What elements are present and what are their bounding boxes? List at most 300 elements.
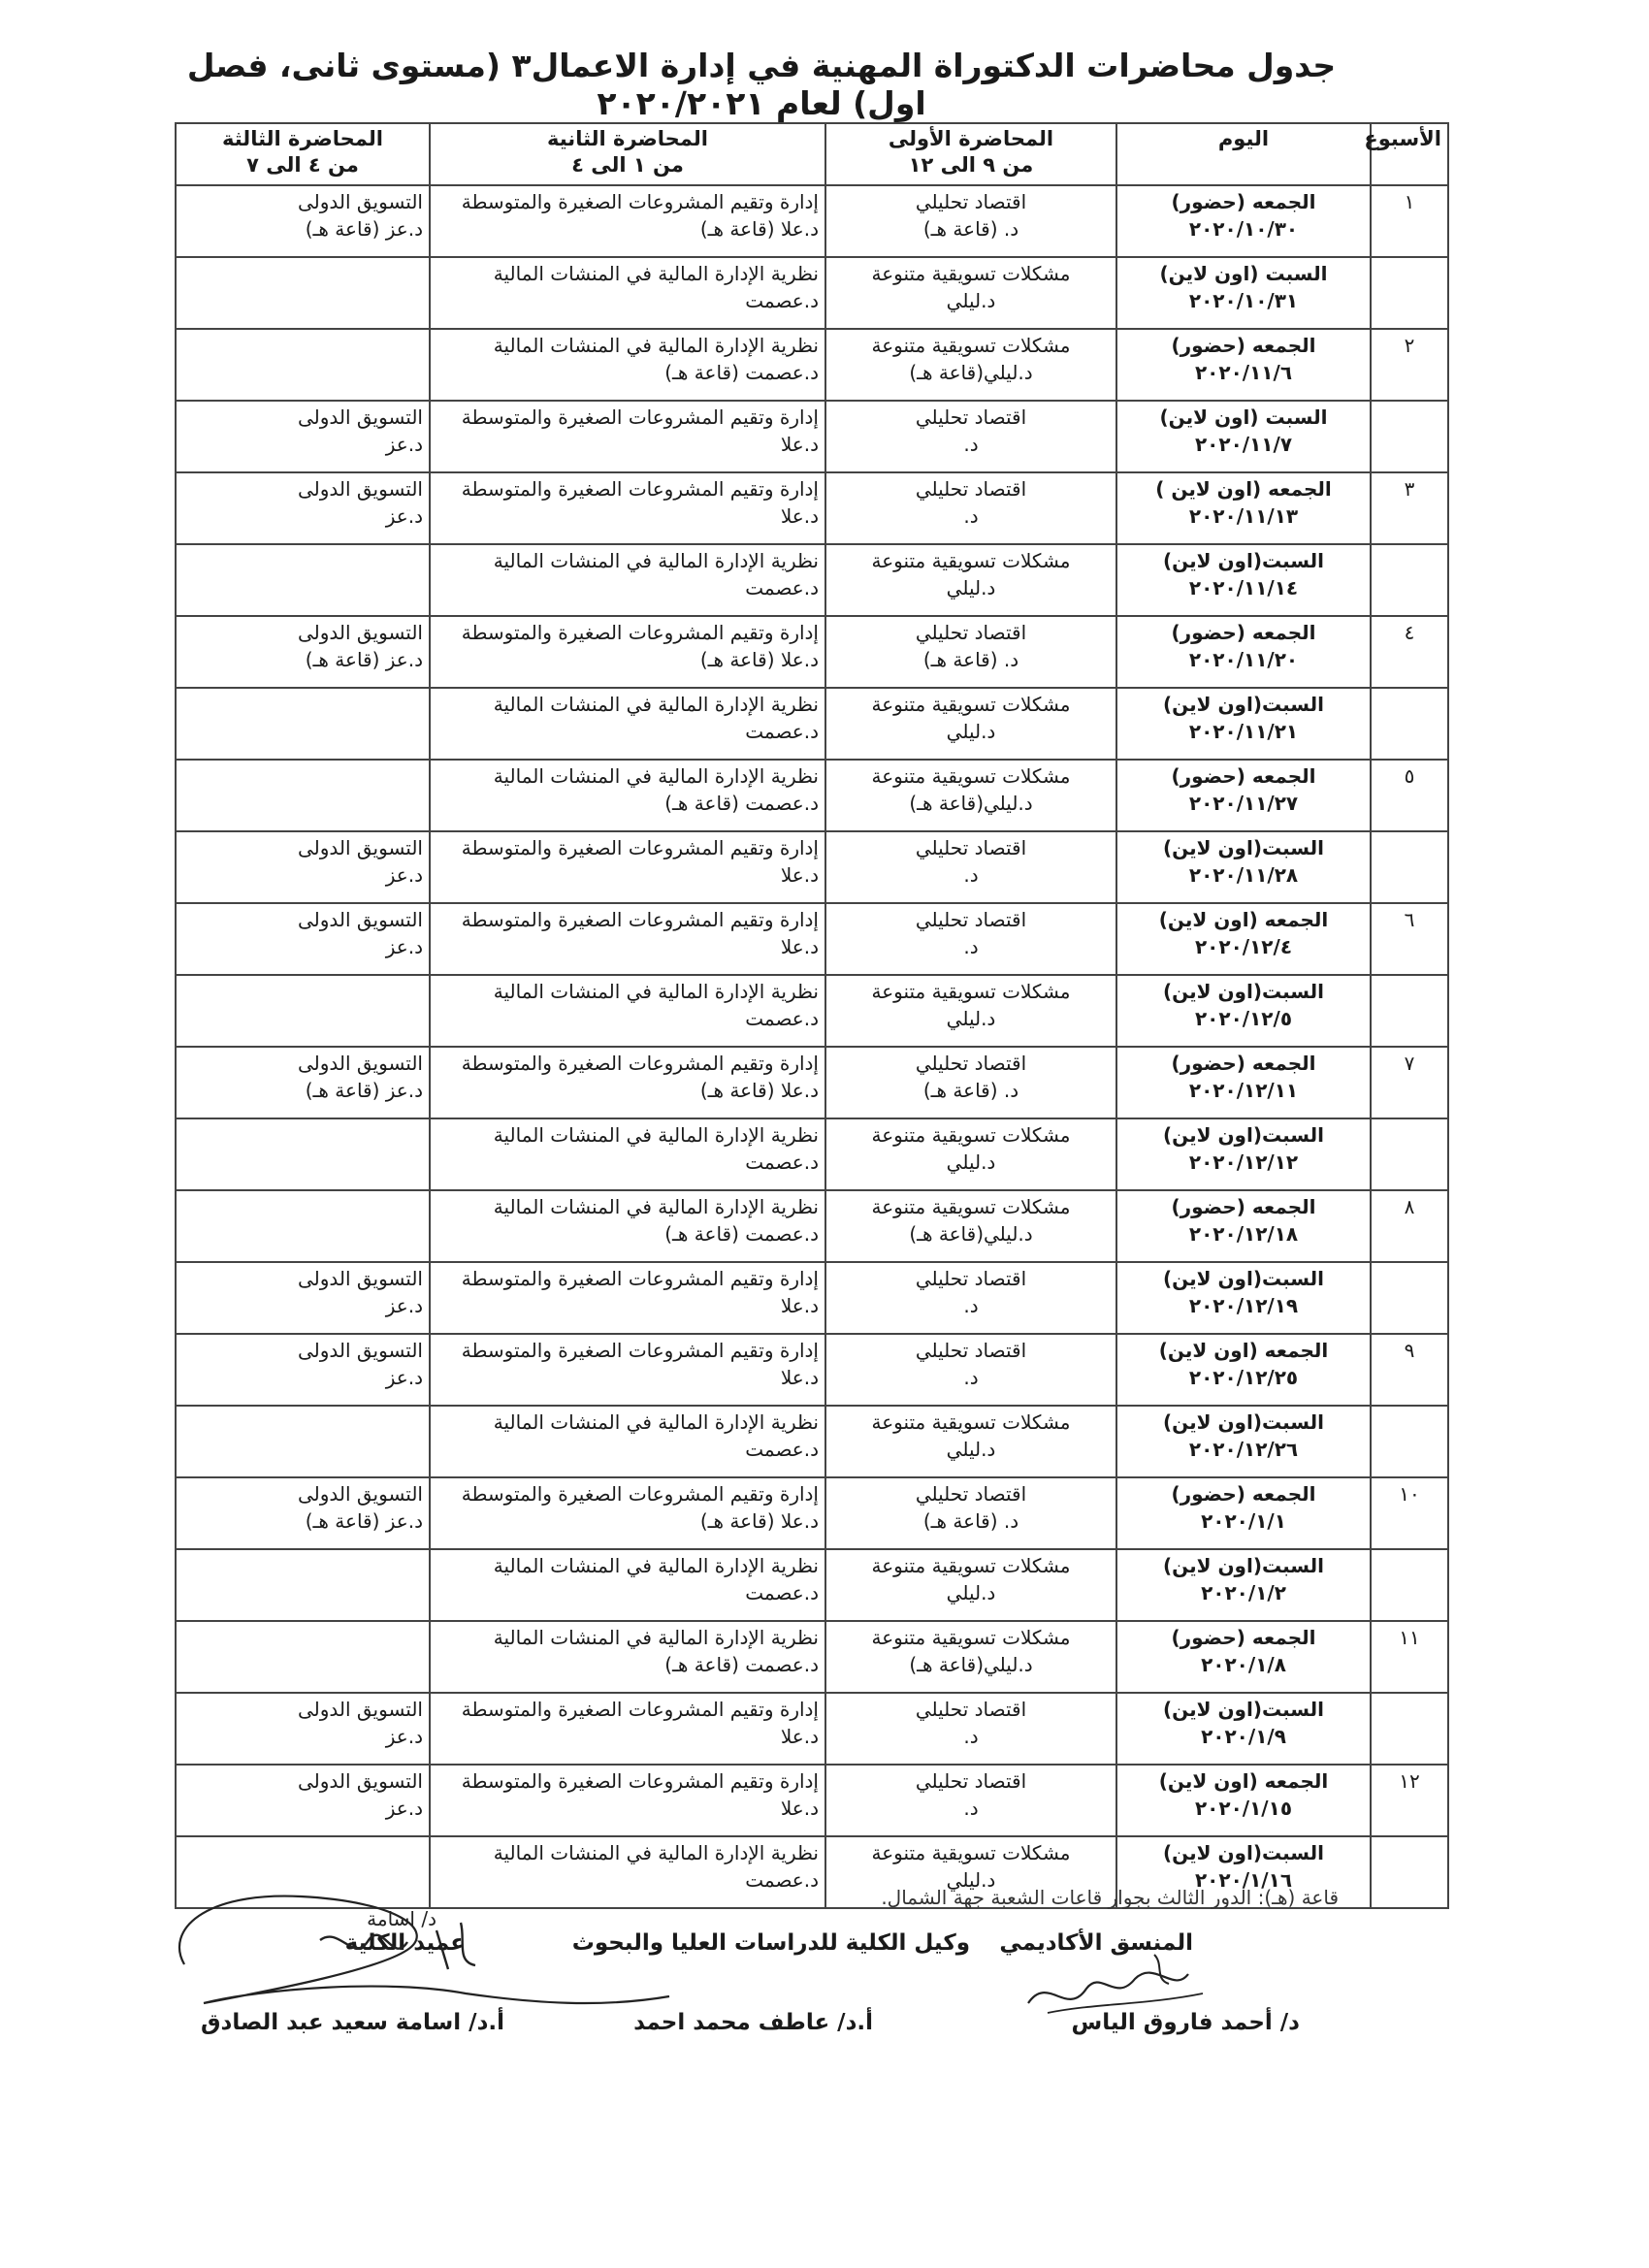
lecture2-l2b-text: د.علا [780, 1294, 819, 1317]
day-cell [1116, 257, 1371, 329]
day-day-text: الجمعه (حضور) [1171, 621, 1316, 644]
lecture3-cell [176, 257, 430, 329]
day-cell [1116, 1334, 1371, 1406]
day-cell [1116, 1118, 1371, 1190]
lecture1-l1a-text: مشكلات تسويقية متنوعة [871, 980, 1071, 1003]
lecture2-l2a-text: نظرية الإدارة المالية في المنشات المالية [493, 693, 819, 716]
lecture1-cell [825, 472, 1116, 544]
lecture1-l1a-text: اقتصاد تحليلي [915, 836, 1027, 859]
lecture3-cell [176, 688, 430, 760]
lecture2-l2b-text: د.علا [780, 1725, 819, 1748]
day-day-text: السبت(اون لاين) [1162, 1267, 1325, 1290]
week-cell [1371, 1118, 1448, 1190]
lecture1-l1a-text: مشكلات تسويقية متنوعة [871, 764, 1071, 788]
lecture2-l2a-text: إدارة وتقيم المشروعات الصغيرة والمتوسطة [461, 908, 819, 931]
day-cell [1116, 1693, 1371, 1765]
lecture2-l2a-text: إدارة وتقيم المشروعات الصغيرة والمتوسطة [461, 621, 819, 644]
lecture2-cell [430, 1047, 825, 1118]
day-day-text: السبت(اون لاين) [1162, 1410, 1325, 1434]
lecture2-l2b-text: د.علا [780, 504, 819, 528]
lecture1-l1a-text: مشكلات تسويقية متنوعة [871, 1554, 1071, 1577]
day-date-text: ٢٠٢٠/١٠/٣١ [1188, 289, 1299, 312]
lecture3-cell [176, 1549, 430, 1621]
day-date-text: ٢٠٢٠/١٢/١١ [1188, 1079, 1299, 1102]
lecture1-l1b-text: د. (قاعة هـ) [922, 217, 1019, 241]
lecture2-l2a-text: إدارة وتقيم المشروعات الصغيرة والمتوسطة [461, 1769, 819, 1793]
week-week-text: ٢ [1404, 334, 1415, 357]
lecture3-l3b-text: د.عز [385, 433, 423, 456]
day-day-text: الجمعه (حضور) [1171, 764, 1316, 788]
day-date-text: ٢٠٢٠/١١/٢٠ [1188, 648, 1299, 671]
day-day-text: السبت(اون لاين) [1162, 549, 1325, 572]
lecture1-l1b-text: د. [963, 1725, 979, 1748]
lecture3-cell [176, 1621, 430, 1693]
day-cell [1116, 1406, 1371, 1477]
lecture3-l3a-text: التسويق الدولى [297, 1267, 423, 1290]
lecture2-l2a-text: نظرية الإدارة المالية في المنشات المالية [493, 334, 819, 357]
lecture3-cell [176, 1765, 430, 1836]
day-day-text: الجمعه (حضور) [1171, 1052, 1316, 1075]
day-cell [1116, 1549, 1371, 1621]
day-day-text: الجمعه (اون لاين) [1158, 908, 1329, 931]
lecture1-cell [825, 1693, 1116, 1765]
lecture1-l1b-text: د.ليلي(قاعة هـ) [909, 792, 1033, 815]
week-cell [1371, 1693, 1448, 1765]
lecture1-l1a-text: مشكلات تسويقية متنوعة [871, 334, 1071, 357]
lecture1-l1b-text: د.ليلي(قاعة هـ) [909, 1653, 1033, 1676]
day-cell [1116, 329, 1371, 401]
week-week-text: ٨ [1404, 1195, 1415, 1218]
week-week-text: ٧ [1404, 1052, 1415, 1075]
lecture2-l2b-text: د.عصمت [745, 1150, 819, 1174]
lecture1-l1a-text: اقتصاد تحليلي [915, 621, 1027, 644]
lecture1-l1b-text: د.ليلي [946, 576, 996, 599]
dean-signature [146, 1872, 689, 2037]
day-date-text: ٢٠٢٠/١٢/٤ [1194, 935, 1293, 958]
day-date-text: ٢٠٢٠/١/١ [1201, 1509, 1286, 1533]
header-lecture2: المحاضرة الثانية من ١ الى ٤ [430, 123, 825, 185]
day-date-text: ٢٠٢٠/١١/١٣ [1188, 504, 1299, 528]
lecture3-l3a-text: التسويق الدولى [297, 621, 423, 644]
lecture2-cell [430, 1334, 825, 1406]
lecture2-cell [430, 1262, 825, 1334]
week-cell [1371, 401, 1448, 472]
table-row [176, 1118, 1448, 1190]
day-date-text: ٢٠٢٠/١١/٢٨ [1188, 863, 1299, 887]
lecture1-l1a-text: اقتصاد تحليلي [915, 1769, 1027, 1793]
lecture1-l1a-text: اقتصاد تحليلي [915, 908, 1027, 931]
lecture3-l3b-text: د.عز (قاعة هـ) [305, 217, 423, 241]
week-week-text: ١٢ [1399, 1769, 1420, 1793]
lecture3-cell [176, 1190, 430, 1262]
lecture3-l3b-text: د.عز (قاعة هـ) [305, 1509, 423, 1533]
lecture1-cell [825, 257, 1116, 329]
lecture2-cell [430, 544, 825, 616]
lecture2-l2a-text: نظرية الإدارة المالية في المنشات المالية [493, 980, 819, 1003]
day-cell [1116, 544, 1371, 616]
day-cell [1116, 903, 1371, 975]
lecture1-cell [825, 1047, 1116, 1118]
lecture1-l1b-text: د.ليلي [946, 1438, 996, 1461]
lecture1-cell [825, 1118, 1116, 1190]
week-week-text: ١ [1404, 190, 1415, 213]
lecture1-l1b-text: د.ليلي [946, 1150, 996, 1174]
lecture3-l3b-text: د.عز [385, 863, 423, 887]
week-cell [1371, 257, 1448, 329]
lecture2-cell [430, 257, 825, 329]
lecture3-cell [176, 975, 430, 1047]
header-day: اليوم [1116, 123, 1371, 185]
lecture1-l1a-text: اقتصاد تحليلي [915, 1267, 1027, 1290]
lecture2-cell [430, 1693, 825, 1765]
vice-dean-name: أ.د/ عاطف محمد احمد [633, 2010, 873, 2035]
day-cell [1116, 760, 1371, 831]
lecture2-l2a-text: إدارة وتقيم المشروعات الصغيرة والمتوسطة [461, 477, 819, 501]
lecture3-cell [176, 401, 430, 472]
lecture2-cell [430, 1549, 825, 1621]
day-cell [1116, 1477, 1371, 1549]
day-cell [1116, 1047, 1371, 1118]
week-cell [1371, 760, 1448, 831]
week-week-text: ٤ [1404, 621, 1415, 644]
lecture2-cell [430, 688, 825, 760]
lecture2-l2b-text: د.علا (قاعة هـ) [699, 648, 819, 671]
day-day-text: السبت (اون لاين) [1159, 405, 1328, 429]
lecture3-cell [176, 903, 430, 975]
lecture3-l3b-text: د.عز [385, 1725, 423, 1748]
lecture3-cell [176, 329, 430, 401]
page-title: جدول محاضرات الدكتوراة المهنية في إدارة الاعمال٣ (مستوى ثانى، فصل اول) لعام ٢٠٢٠/٢٠٢١ [186, 47, 1337, 122]
day-cell [1116, 1765, 1371, 1836]
header-week: الأسبوع [1371, 123, 1448, 185]
lecture1-l1b-text: د.ليلي [946, 1007, 996, 1030]
lecture1-cell [825, 616, 1116, 688]
lecture1-l1a-text: مشكلات تسويقية متنوعة [871, 1626, 1071, 1649]
day-day-text: السبت(اون لاين) [1162, 1554, 1325, 1577]
lecture2-l2a-text: إدارة وتقيم المشروعات الصغيرة والمتوسطة [461, 1698, 819, 1721]
table-row [176, 1190, 1448, 1262]
table-row [176, 903, 1448, 975]
week-cell [1371, 1836, 1448, 1908]
table-row [176, 688, 1448, 760]
lecture2-l2b-text: د.عصمت [745, 1438, 819, 1461]
week-week-text: ٦ [1404, 908, 1415, 931]
table-row [176, 1765, 1448, 1836]
lecture3-l3b-text: د.عز [385, 1294, 423, 1317]
lecture2-l2a-text: نظرية الإدارة المالية في المنشات المالية [493, 1626, 819, 1649]
lecture2-l2a-text: إدارة وتقيم المشروعات الصغيرة والمتوسطة [461, 1482, 819, 1506]
lecture1-cell [825, 544, 1116, 616]
week-cell [1371, 975, 1448, 1047]
lecture2-l2b-text: د.علا [780, 1366, 819, 1389]
lecture1-cell [825, 329, 1116, 401]
week-cell [1371, 1262, 1448, 1334]
week-cell [1371, 1477, 1448, 1549]
lecture2-cell [430, 472, 825, 544]
header-lecture1: المحاضرة الأولى من ٩ الى ١٢ [825, 123, 1116, 185]
lecture2-cell [430, 831, 825, 903]
lecture3-l3a-text: التسويق الدولى [297, 836, 423, 859]
day-cell [1116, 401, 1371, 472]
table-row [176, 1549, 1448, 1621]
lecture3-cell [176, 1047, 430, 1118]
lecture1-l1a-text: اقتصاد تحليلي [915, 405, 1027, 429]
day-day-text: السبت (اون لاين) [1159, 262, 1328, 285]
table-row [176, 1693, 1448, 1765]
lecture2-l2a-text: نظرية الإدارة المالية في المنشات المالية [493, 262, 819, 285]
day-day-text: الجمعه (حضور) [1171, 334, 1316, 357]
week-cell [1371, 1047, 1448, 1118]
lecture2-cell [430, 616, 825, 688]
lecture2-cell [430, 185, 825, 257]
lecture3-l3a-text: التسويق الدولى [297, 1482, 423, 1506]
lecture1-l1b-text: د. (قاعة هـ) [922, 1079, 1019, 1102]
week-cell [1371, 185, 1448, 257]
lecture2-cell [430, 1406, 825, 1477]
lecture2-cell [430, 760, 825, 831]
week-cell [1371, 544, 1448, 616]
week-cell [1371, 688, 1448, 760]
table-row [176, 257, 1448, 329]
lecture3-cell [176, 1262, 430, 1334]
lecture1-l1b-text: د. [963, 433, 979, 456]
lecture1-l1a-text: مشكلات تسويقية متنوعة [871, 1195, 1071, 1218]
coordinator-title: المنسق الأكاديمي [999, 1930, 1193, 1956]
lecture1-l1b-text: د.ليلي(قاعة هـ) [909, 361, 1033, 384]
lecture3-l3a-text: التسويق الدولى [297, 1769, 423, 1793]
day-day-text: الجمعه (حضور) [1171, 1626, 1316, 1649]
lecture2-l2a-text: نظرية الإدارة المالية في المنشات المالية [493, 1410, 819, 1434]
day-date-text: ٢٠٢٠/١٢/٢٦ [1188, 1438, 1299, 1461]
lecture1-l1a-text: مشكلات تسويقية متنوعة [871, 1841, 1071, 1864]
lecture2-cell [430, 1118, 825, 1190]
schedule-body [176, 185, 1448, 1908]
lecture3-l3a-text: التسويق الدولى [297, 190, 423, 213]
lecture2-cell [430, 1765, 825, 1836]
lecture2-cell [430, 975, 825, 1047]
lecture2-cell [430, 401, 825, 472]
day-cell [1116, 616, 1371, 688]
lecture1-l1b-text: د. [963, 935, 979, 958]
schedule-table [175, 122, 1449, 1909]
table-row [176, 472, 1448, 544]
lecture1-l1b-text: د. [963, 504, 979, 528]
lecture3-l3a-text: التسويق الدولى [297, 1052, 423, 1075]
day-date-text: ٢٠٢٠/١٢/٢٥ [1188, 1366, 1299, 1389]
week-cell [1371, 1334, 1448, 1406]
day-date-text: ٢٠٢٠/١٢/١٨ [1188, 1222, 1299, 1246]
lecture3-l3a-text: التسويق الدولى [297, 908, 423, 931]
lecture1-l1a-text: اقتصاد تحليلي [915, 190, 1027, 213]
week-week-text: ١٠ [1399, 1482, 1420, 1506]
day-date-text: ٢٠٢٠/١٢/١٩ [1188, 1294, 1299, 1317]
lecture2-l2b-text: د.عصمت (قاعة هـ) [664, 792, 819, 815]
lecture2-l2b-text: د.عصمت (قاعة هـ) [664, 1222, 819, 1246]
lecture2-cell [430, 1190, 825, 1262]
lecture3-cell [176, 185, 430, 257]
lecture3-l3a-text: التسويق الدولى [297, 405, 423, 429]
week-cell [1371, 472, 1448, 544]
lecture1-l1b-text: د.ليلي [946, 289, 996, 312]
table-row [176, 1262, 1448, 1334]
day-date-text: ٢٠٢٠/١١/١٤ [1188, 576, 1299, 599]
lecture1-cell [825, 185, 1116, 257]
table-row [176, 975, 1448, 1047]
lecture1-l1a-text: اقتصاد تحليلي [915, 1482, 1027, 1506]
lecture2-l2b-text: د.علا (قاعة هـ) [699, 1509, 819, 1533]
day-day-text: الجمعه (اون لاين) [1158, 1339, 1329, 1362]
lecture2-l2a-text: إدارة وتقيم المشروعات الصغيرة والمتوسطة [461, 190, 819, 213]
lecture1-l1b-text: د.ليلي [946, 1581, 996, 1604]
day-day-text: السبت(اون لاين) [1162, 1123, 1325, 1147]
lecture3-l3a-text: التسويق الدولى [297, 1339, 423, 1362]
lecture1-l1b-text: د. [963, 1797, 979, 1820]
week-cell [1371, 1406, 1448, 1477]
week-cell [1371, 1190, 1448, 1262]
lecture1-cell [825, 975, 1116, 1047]
lecture1-l1b-text: د. [963, 1294, 979, 1317]
lecture3-l3b-text: د.عز [385, 1797, 423, 1820]
lecture1-l1b-text: د. (قاعة هـ) [922, 1509, 1019, 1533]
lecture2-l2b-text: د.عصمت [745, 720, 819, 743]
coordinator-signature [1009, 1935, 1212, 2032]
day-day-text: السبت(اون لاين) [1162, 1698, 1325, 1721]
lecture2-cell [430, 329, 825, 401]
lecture1-cell [825, 688, 1116, 760]
day-date-text: ٢٠٢٠/١/٢ [1201, 1581, 1286, 1604]
lecture2-l2a-text: إدارة وتقيم المشروعات الصغيرة والمتوسطة [461, 405, 819, 429]
lecture2-l2b-text: د.عصمت [745, 576, 819, 599]
table-header-row [176, 123, 1448, 185]
week-week-text: ٩ [1404, 1339, 1415, 1362]
lecture1-l1a-text: مشكلات تسويقية متنوعة [871, 262, 1071, 285]
lecture1-cell [825, 1621, 1116, 1693]
day-day-text: الجمعه (حضور) [1171, 190, 1316, 213]
lecture3-cell [176, 1477, 430, 1549]
table-row [176, 401, 1448, 472]
lecture1-cell [825, 1549, 1116, 1621]
day-date-text: ٢٠٢٠/١/٨ [1201, 1653, 1286, 1676]
lecture2-l2b-text: د.عصمت [745, 1581, 819, 1604]
lecture2-l2a-text: نظرية الإدارة المالية في المنشات المالية [493, 764, 819, 788]
lecture3-l3b-text: د.عز (قاعة هـ) [305, 648, 423, 671]
table-row [176, 760, 1448, 831]
lecture1-cell [825, 1334, 1116, 1406]
week-cell [1371, 1549, 1448, 1621]
coordinator-name: د/ أحمد فاروق الياس [1071, 2010, 1300, 2035]
dean-handwriting: د/ اسامة [367, 1907, 436, 1930]
lecture1-l1a-text: مشكلات تسويقية متنوعة [871, 549, 1071, 572]
lecture3-l3b-text: د.عز [385, 504, 423, 528]
lecture2-l2a-text: نظرية الإدارة المالية في المنشات المالية [493, 549, 819, 572]
lecture2-l2b-text: د.علا [780, 1797, 819, 1820]
day-date-text: ٢٠٢٠/١١/٦ [1194, 361, 1293, 384]
lecture3-cell [176, 1406, 430, 1477]
lecture1-cell [825, 760, 1116, 831]
lecture2-l2a-text: نظرية الإدارة المالية في المنشات المالية [493, 1554, 819, 1577]
lecture1-l1a-text: اقتصاد تحليلي [915, 1339, 1027, 1362]
day-date-text: ٢٠٢٠/١٢/١٢ [1188, 1150, 1299, 1174]
lecture3-cell [176, 831, 430, 903]
lecture1-cell [825, 1190, 1116, 1262]
lecture2-l2b-text: د.عصمت (قاعة هـ) [664, 361, 819, 384]
lecture3-l3b-text: د.عز [385, 1366, 423, 1389]
lecture1-l1b-text: د. (قاعة هـ) [922, 648, 1019, 671]
table-row [176, 616, 1448, 688]
room-note: قاعة (هـ): الدور الثالث بجوار قاعات الشعبة جهة الشمال. [881, 1886, 1339, 1909]
lecture1-cell [825, 1477, 1116, 1549]
day-date-text: ٢٠٢٠/١/١٥ [1194, 1797, 1293, 1820]
lecture3-cell [176, 616, 430, 688]
lecture1-cell [825, 1262, 1116, 1334]
lecture3-cell [176, 544, 430, 616]
day-day-text: السبت(اون لاين) [1162, 693, 1325, 716]
lecture3-l3a-text: التسويق الدولى [297, 477, 423, 501]
lecture2-l2a-text: إدارة وتقيم المشروعات الصغيرة والمتوسطة [461, 1267, 819, 1290]
dean-name: أ.د/ اسامة سعيد عبد الصادق [200, 2010, 504, 2035]
lecture2-cell [430, 903, 825, 975]
lecture1-l1b-text: د. [963, 1366, 979, 1389]
day-date-text: ٢٠٢٠/١/٩ [1201, 1725, 1286, 1748]
day-date-text: ٢٠٢٠/١٢/٥ [1194, 1007, 1293, 1030]
lecture2-l2b-text: د.عصمت [745, 289, 819, 312]
lecture2-l2a-text: نظرية الإدارة المالية في المنشات المالية [493, 1841, 819, 1864]
lecture1-cell [825, 903, 1116, 975]
lecture1-l1a-text: مشكلات تسويقية متنوعة [871, 693, 1071, 716]
table-row [176, 1047, 1448, 1118]
lecture2-l2a-text: إدارة وتقيم المشروعات الصغيرة والمتوسطة [461, 836, 819, 859]
day-cell [1116, 975, 1371, 1047]
day-date-text: ٢٠٢٠/١٠/٣٠ [1188, 217, 1299, 241]
week-cell [1371, 616, 1448, 688]
lecture1-l1b-text: د.ليلي [946, 720, 996, 743]
day-day-text: السبت(اون لاين) [1162, 1841, 1325, 1864]
lecture1-l1a-text: اقتصاد تحليلي [915, 1698, 1027, 1721]
day-day-text: الجمعه (حضور) [1171, 1195, 1316, 1218]
lecture1-l1b-text: د.ليلي [946, 1868, 996, 1892]
day-cell [1116, 185, 1371, 257]
lecture3-cell [176, 1118, 430, 1190]
lecture2-l2b-text: د.علا (قاعة هـ) [699, 217, 819, 241]
lecture2-l2b-text: د.علا (قاعة هـ) [699, 1079, 819, 1102]
table-row [176, 1334, 1448, 1406]
header-lecture3: المحاضرة الثالثة من ٤ الى ٧ [176, 123, 430, 185]
lecture2-l2a-text: نظرية الإدارة المالية في المنشات المالية [493, 1195, 819, 1218]
week-cell [1371, 903, 1448, 975]
lecture3-cell [176, 1693, 430, 1765]
lecture3-cell [176, 1334, 430, 1406]
lecture1-cell [825, 1765, 1116, 1836]
lecture2-cell [430, 1621, 825, 1693]
lecture2-l2a-text: إدارة وتقيم المشروعات الصغيرة والمتوسطة [461, 1052, 819, 1075]
day-cell [1116, 1621, 1371, 1693]
week-cell [1371, 1765, 1448, 1836]
day-cell [1116, 472, 1371, 544]
week-week-text: ٣ [1404, 477, 1415, 501]
vice-dean-title: وكيل الكلية للدراسات العليا والبحوث [571, 1930, 970, 1956]
table-row [176, 1477, 1448, 1549]
lecture2-l2a-text: إدارة وتقيم المشروعات الصغيرة والمتوسطة [461, 1339, 819, 1362]
table-row [176, 1621, 1448, 1693]
day-day-text: السبت(اون لاين) [1162, 980, 1325, 1003]
lecture1-l1a-text: اقتصاد تحليلي [915, 477, 1027, 501]
day-cell [1116, 688, 1371, 760]
day-date-text: ٢٠٢٠/١١/٢٧ [1188, 792, 1299, 815]
table-row [176, 544, 1448, 616]
lecture1-cell [825, 831, 1116, 903]
lecture2-l2b-text: د.علا [780, 935, 819, 958]
table-row [176, 185, 1448, 257]
